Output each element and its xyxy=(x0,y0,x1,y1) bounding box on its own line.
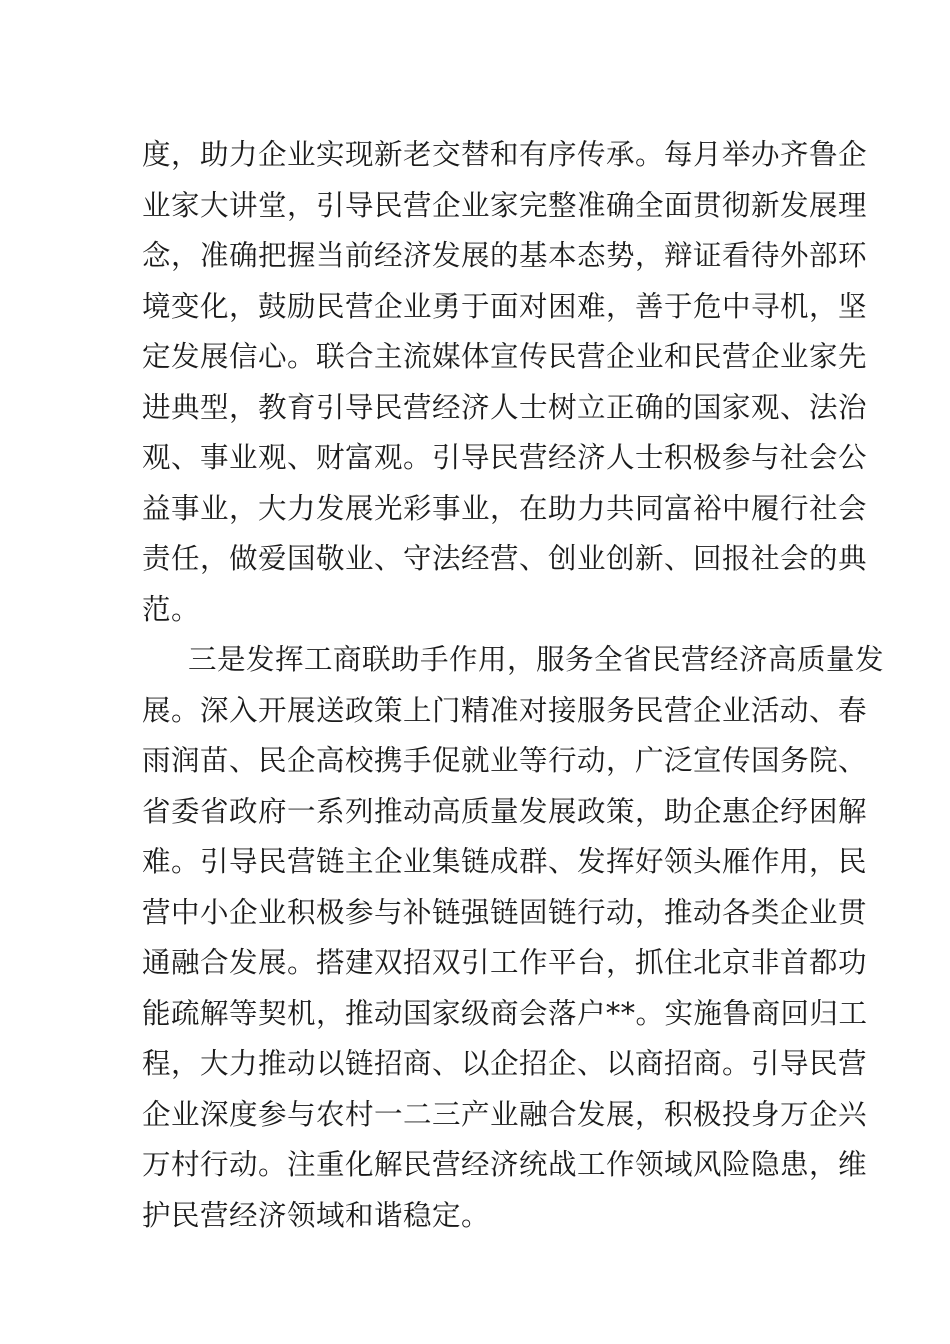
paragraph-line: 进典型，教育引导民营经济人士树立正确的国家观、法治 xyxy=(142,390,868,424)
paragraph-line: 雨润苗、民企高校携手促就业等行动，广泛宣传国务院、 xyxy=(142,744,868,777)
document-body xyxy=(142,130,885,1241)
paragraph-line: 护民营经济领域和谐稳定。 xyxy=(142,1198,491,1232)
paragraph-line: 念，准确把握当前经济发展的基本态势，辩证看待外部环 xyxy=(142,239,868,272)
paragraph-line: 境变化，鼓励民营企业勇于面对困难，善于危中寻机，坚 xyxy=(142,289,868,323)
paragraph-line: 程，大力推动以链招商、以企招企、以商招商。引导民营 xyxy=(142,1047,868,1080)
paragraph-line: 营中小企业积极参与补链强链固链行动，推动各类企业贯 xyxy=(142,895,868,929)
paragraph-2 xyxy=(142,635,885,1241)
paragraph-line: 度，助力企业实现新老交替和有序传承。每月举办齐鲁企 xyxy=(142,138,868,171)
paragraph-line: 难。引导民营链主企业集链成群、发挥好领头雁作用，民 xyxy=(142,845,868,878)
paragraph-line: 定发展信心。联合主流媒体宣传民营企业和民营企业家先 xyxy=(142,340,868,373)
paragraph-1 xyxy=(142,130,868,635)
paragraph-line: 万村行动。注重化解民营经济统战工作领域风险隐患，维 xyxy=(142,1148,868,1181)
paragraph-line: 企业深度参与农村一二三产业融合发展，积极投身万企兴 xyxy=(142,1097,868,1131)
paragraph-line: 范。 xyxy=(142,592,201,626)
paragraph-line: 省委省政府一系列推动高质量发展政策，助企惠企纾困解 xyxy=(142,794,868,828)
paragraph-line: 三是发挥工商联助手作用，服务全省民营经济高质量发 xyxy=(188,643,885,676)
paragraph-line: 展。深入开展送政策上门精准对接服务民营企业活动、春 xyxy=(142,693,868,727)
paragraph-line: 观、事业观、财富观。引导民营经济人士积极参与社会公 xyxy=(142,441,868,474)
paragraph-line: 益事业，大力发展光彩事业，在助力共同富裕中履行社会 xyxy=(142,491,868,525)
paragraph-line: 通融合发展。搭建双招双引工作平台，抓住北京非首都功 xyxy=(142,946,868,979)
paragraph-line: 责任，做爱国敬业、守法经营、创业创新、回报社会的典 xyxy=(142,542,868,575)
paragraph-line: 能疏解等契机，推动国家级商会落户**。实施鲁商回归工 xyxy=(142,996,868,1030)
paragraph-line: 业家大讲堂，引导民营企业家完整准确全面贯彻新发展理 xyxy=(142,188,868,222)
